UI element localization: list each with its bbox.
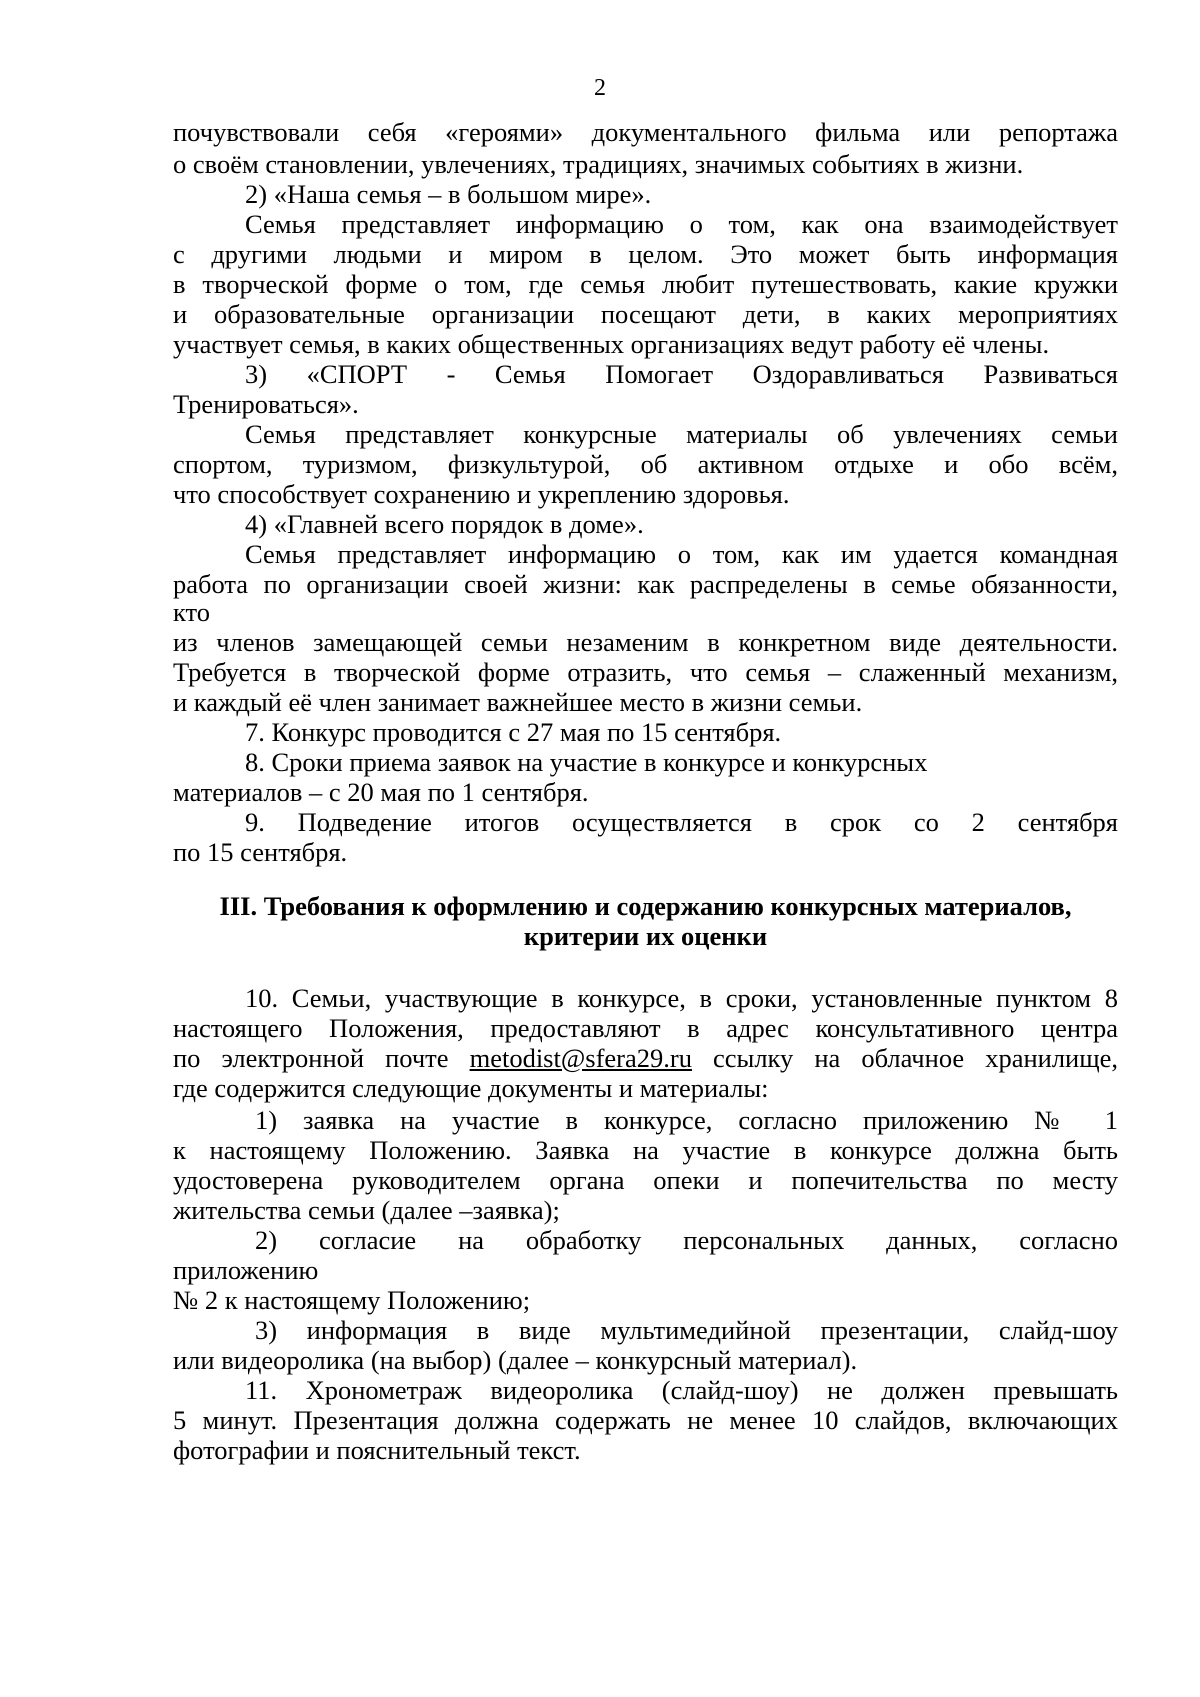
text-line: Семья представляет информацию о том, как она взаимодействует [245, 209, 1118, 239]
text-line: или видеоролика (на выбор) (далее – конкурсный материал). [173, 1345, 858, 1375]
text-line: приложению [173, 1255, 319, 1285]
text-line: из членов замещающей семьи незаменим в конкретном виде деятельности. [173, 627, 1118, 657]
text-line: 5 минут. Презентация должна содержать не менее 10 слайдов, включающих [173, 1405, 1118, 1435]
text-line: где содержится следующие документы и материалы: [173, 1073, 769, 1103]
section-heading: III. Требования к оформлению и содержанию конкурсных материалов, [219, 891, 1072, 921]
text-line: и образовательные организации посещают дети, в каких мероприятиях [173, 299, 1118, 329]
text-line: жительства семьи (далее –заявка); [173, 1195, 560, 1225]
text-line: 2) «Наша семья – в большом мире». [245, 179, 652, 209]
text-line: по 15 сентября. [173, 837, 348, 867]
text-line: 3) информация в виде мультимедийной презентации, слайд-шоу [255, 1315, 1118, 1345]
section-heading: критерии их оценки [523, 921, 768, 951]
text-line: Тренироваться». [173, 389, 359, 419]
text-line: 9. Подведение итогов осуществляется в срок со 2 сентября [245, 807, 1118, 837]
text-line: участвует семья, в каких общественных организациях ведут работу её члены. [173, 329, 1050, 359]
text-line: материалов – с 20 мая по 1 сентября. [173, 777, 589, 807]
text-line-with-email [173, 1042, 1118, 1074]
page-number: 2 [594, 75, 606, 101]
text-line: 2) согласие на обработку персональных данных, согласно [255, 1225, 1118, 1255]
text-fragment: по электронной почте [173, 1043, 449, 1073]
text-line: 11. Хронометраж видеоролика (слайд-шоу) не должен превышать [245, 1375, 1118, 1405]
text-line: фотографии и пояснительный текст. [173, 1435, 581, 1465]
text-line: Требуется в творческой форме отразить, что семья – слаженный механизм, [173, 657, 1118, 687]
text-line: 7. Конкурс проводится с 27 мая по 15 сентября. [245, 717, 782, 747]
email-link[interactable]: metodist@sfera29.ru [469, 1043, 692, 1073]
text-line: Семья представляет конкурсные материалы об увлечениях семьи [245, 419, 1118, 449]
text-line: 8. Сроки приема заявок на участие в конкурсе и конкурсных [245, 747, 928, 777]
text-line: 10. Семьи, участвующие в конкурсе, в сроки, установленные пунктом 8 [245, 983, 1118, 1013]
text-line: что способствует сохранению и укреплению здоровья. [173, 479, 790, 509]
text-line: кто [173, 597, 211, 627]
text-line: работа по организации своей жизни: как распределены в семье обязанности, [173, 569, 1118, 599]
text-line: 1) заявка на участие в конкурсе, согласно приложению № 1 [255, 1105, 1118, 1135]
text-fragment: ссылку на облачное хранилище, [713, 1043, 1119, 1073]
text-line: в творческой форме о том, где семья любит путешествовать, какие кружки [173, 269, 1118, 299]
text-line: № 2 к настоящему Положению; [173, 1285, 531, 1315]
text-line: и каждый её член занимает важнейшее место в жизни семьи. [173, 687, 863, 717]
text-line: 4) «Главней всего порядок в доме». [245, 509, 644, 539]
text-line: с другими людьми и миром в целом. Это может быть информация [173, 239, 1118, 269]
text-line: спортом, туризмом, физкультурой, об активном отдыхе и обо всём, [173, 449, 1118, 479]
text-line: почувствовали себя «героями» документального фильма или репортажа [173, 117, 1118, 147]
text-line: Семья представляет информацию о том, как им удается командная [245, 539, 1118, 569]
text-line: 3) «СПОРТ - Семья Помогает Оздоравливаться Развиваться [245, 359, 1118, 389]
text-line: удостоверена руководителем органа опеки и попечительства по месту [173, 1165, 1118, 1195]
text-line: о своём становлении, увлечениях, традициях, значимых событиях в жизни. [173, 149, 1024, 179]
text-line: настоящего Положения, предоставляют в адрес консультативного центра [173, 1013, 1118, 1043]
text-line: к настоящему Положению. Заявка на участие в конкурсе должна быть [173, 1135, 1118, 1165]
